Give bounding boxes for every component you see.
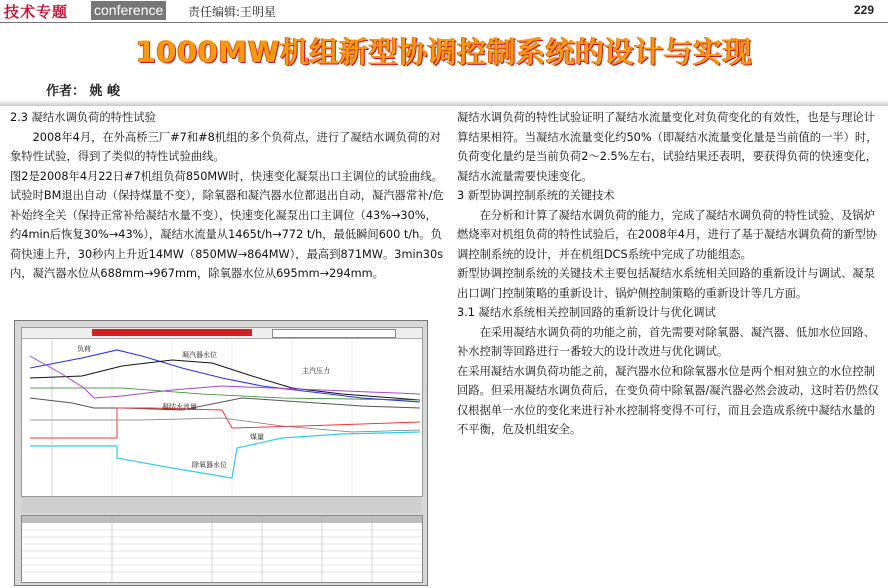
paragraph: 在采用凝结水调负荷的功能之前，首先需要对除氧器、凝汽器、低加水位回路、补水控制等回路进行一番较大的设计改进与优化调试。 [457,325,875,358]
curve-label-deaerator-level: 除氧器水位 [192,461,227,469]
article-title: 1000MW机组新型协调控制系统的设计与实现 [135,35,753,69]
page-header [0,0,888,23]
paragraph: 2008年4月，在外高桥三厂#7和#8机组的多个负荷点，进行了凝结水调负荷的对象特性试验，得到了类似的特性试验曲线。 [10,130,441,163]
time-axis-bar [21,497,421,513]
section-tag: 技术专题 [4,3,69,21]
paragraph: 在采用凝结水调负荷功能之前，凝汽器水位和除氧器水位是两个相对独立的水位控制回路。但采用凝结水调负荷后，在变负荷中除氧器/凝汽器必然会波动，这时若仍然仅仅根据单一水位的变化来进行补水控制将变得不可行，而且会造成系统中凝结水量的不平衡，危及机组安全。 [457,364,879,436]
paragraph: 新型协调控制系统的关键技术主要包括凝结水系统相关回路的重新设计与调试、凝泵出口调门控制策略的重新设计、锅炉侧控制策略的重新设计等几方面。 [457,267,875,300]
section-heading-3-1: 3.1 凝结水系统相关控制回路的重新设计与优化调试 [457,306,716,319]
paragraph: 图2是2008年4月22日#7机组负荷850MW时，快速变化凝泵出口主调位的试验曲线。试验时BM退出自动（保持煤量不变），除氧器和凝汽器水位都退出自动，凝汽器常补/危补始终全关（保持正常补给凝结水量不变），快速变化凝泵出口主调位（43%→30%，约4min后恢复30%→43%），凝结水流量从1465t/h→772 t/h，最低瞬间600 t/h。负荷快速上升，30秒内上升近14MW（850MW→864MW），最高到871MW。3min30s内，凝汽器水位从688mm→967mm，除氧器水位从695mm→294mm。 [10,169,444,280]
trend-chart-screenshot [14,320,428,586]
curve-label-load: 负荷 [77,345,91,353]
curve-label-main-steam-pressure: 主汽压力 [302,367,330,375]
tag-legend-table [21,515,423,583]
tag-table-grid [22,516,422,582]
right-column [457,108,883,440]
curve-label-coal-flow: 煤量 [250,433,264,441]
editor-credit: 责任编辑:王明星 [188,5,277,19]
conference-badge: conference [91,1,166,20]
author-line: 作者： 姚 峻 [46,84,121,99]
section-heading-3: 3 新型协调控制系统的关键技术 [457,189,615,202]
trend-plot-area [21,327,423,497]
page-number: 229 [853,3,874,17]
paragraph: 在分析和计算了凝结水调负荷的能力，完成了凝结水调负荷的特性试验、及锅炉燃烧率对机组负荷的特性试验后，在2008年4月，进行了基于凝结水调负荷的新型协调控制系统的设计，并在机组DCS系统中完成了功能组态。 [457,208,878,261]
curve-label-condenser-level: 凝汽器水位 [182,351,217,359]
author-divider [0,100,888,106]
curve-label-condensate-flow: 凝结水流量 [162,403,197,411]
section-heading-2-3: 2.3 凝结水调负荷的特性试验 [10,111,156,124]
left-column [10,108,444,284]
paragraph: 凝结水调负荷的特性试验证明了凝结水流量变化对负荷变化的有效性，也是与理论计算结果相符。当凝结水流量变化约50%（即凝结水流量变化量是当前值的一半）时，负荷变化量约是当前负荷2～2.5%左右，试验结果还表明，要获得负荷的快速变化，凝结水流量需要快速变化。 [457,111,878,183]
